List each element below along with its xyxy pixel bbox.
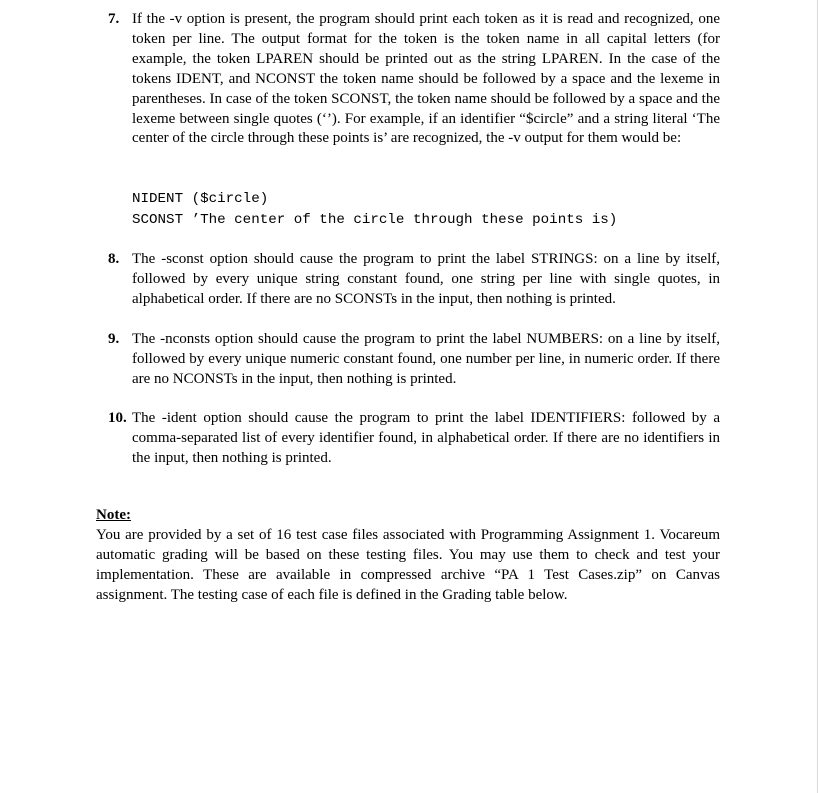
list-item-9 (108, 330, 720, 390)
list-item-text: The -nconsts option should cause the program to print the label NUMBERS: on a line by itself, followed by every unique numeric constant found, one number per line, in numeric order. If there are no NCONSTs in the input, then nothing is printed. (132, 331, 720, 387)
list-item-10 (108, 409, 720, 469)
list-item-number: 10. (108, 410, 127, 426)
note-heading: Note: (96, 507, 131, 523)
list-item-number: 9. (108, 331, 120, 347)
list-item-text: The -ident option should cause the program to print the label IDENTIFIERS: followed by a comma-separated list of every identifier found, in alphabetical order. If there are no identifiers in the input, then nothing is printed. (132, 410, 720, 466)
code-line-1: NIDENT ($circle) (132, 191, 269, 207)
list-item-text: The -sconst option should cause the program to print the label STRINGS: on a line by itself, followed by every unique string constant found, one string per line with single quotes, in alphabetical order. If there are no SCONSTs in the input, then nothing is printed. (132, 251, 720, 307)
list-item-text: If the -v option is present, the program should print each token as it is read and recognized, one token per line. The output format for the token is the token name in all capital letters (for example, the token LPAREN should be printed out as the string LPAREN. In the case of the tokens IDENT, and NCONST the token name should be followed by a space and the lexeme in parentheses. In case of the token SCONST, the token name should be followed by a space and the lexeme between single quotes (‘’). For example, if an identifier “$circle” and a string literal ‘The center of the circle through these points is’ are recognized, the -v output for them would be: (132, 11, 720, 147)
code-line-2: SCONST ’The center of the circle through these points is) (132, 212, 618, 228)
list-item-8 (108, 250, 720, 310)
note-text: You are provided by a set of 16 test case files associated with Programming Assignment 1. Vocareum automatic grading will be based on these testing files. You may use them to check and test your implementation. These are available in compressed archive “PA 1 Test Cases.zip” on Canvas assignment. The testing case of each file is defined in the Grading table below. (96, 526, 720, 603)
note-section (96, 506, 720, 606)
list-item-number: 8. (108, 251, 120, 267)
list-item-7 (108, 10, 720, 149)
list-item-number: 7. (108, 11, 120, 27)
